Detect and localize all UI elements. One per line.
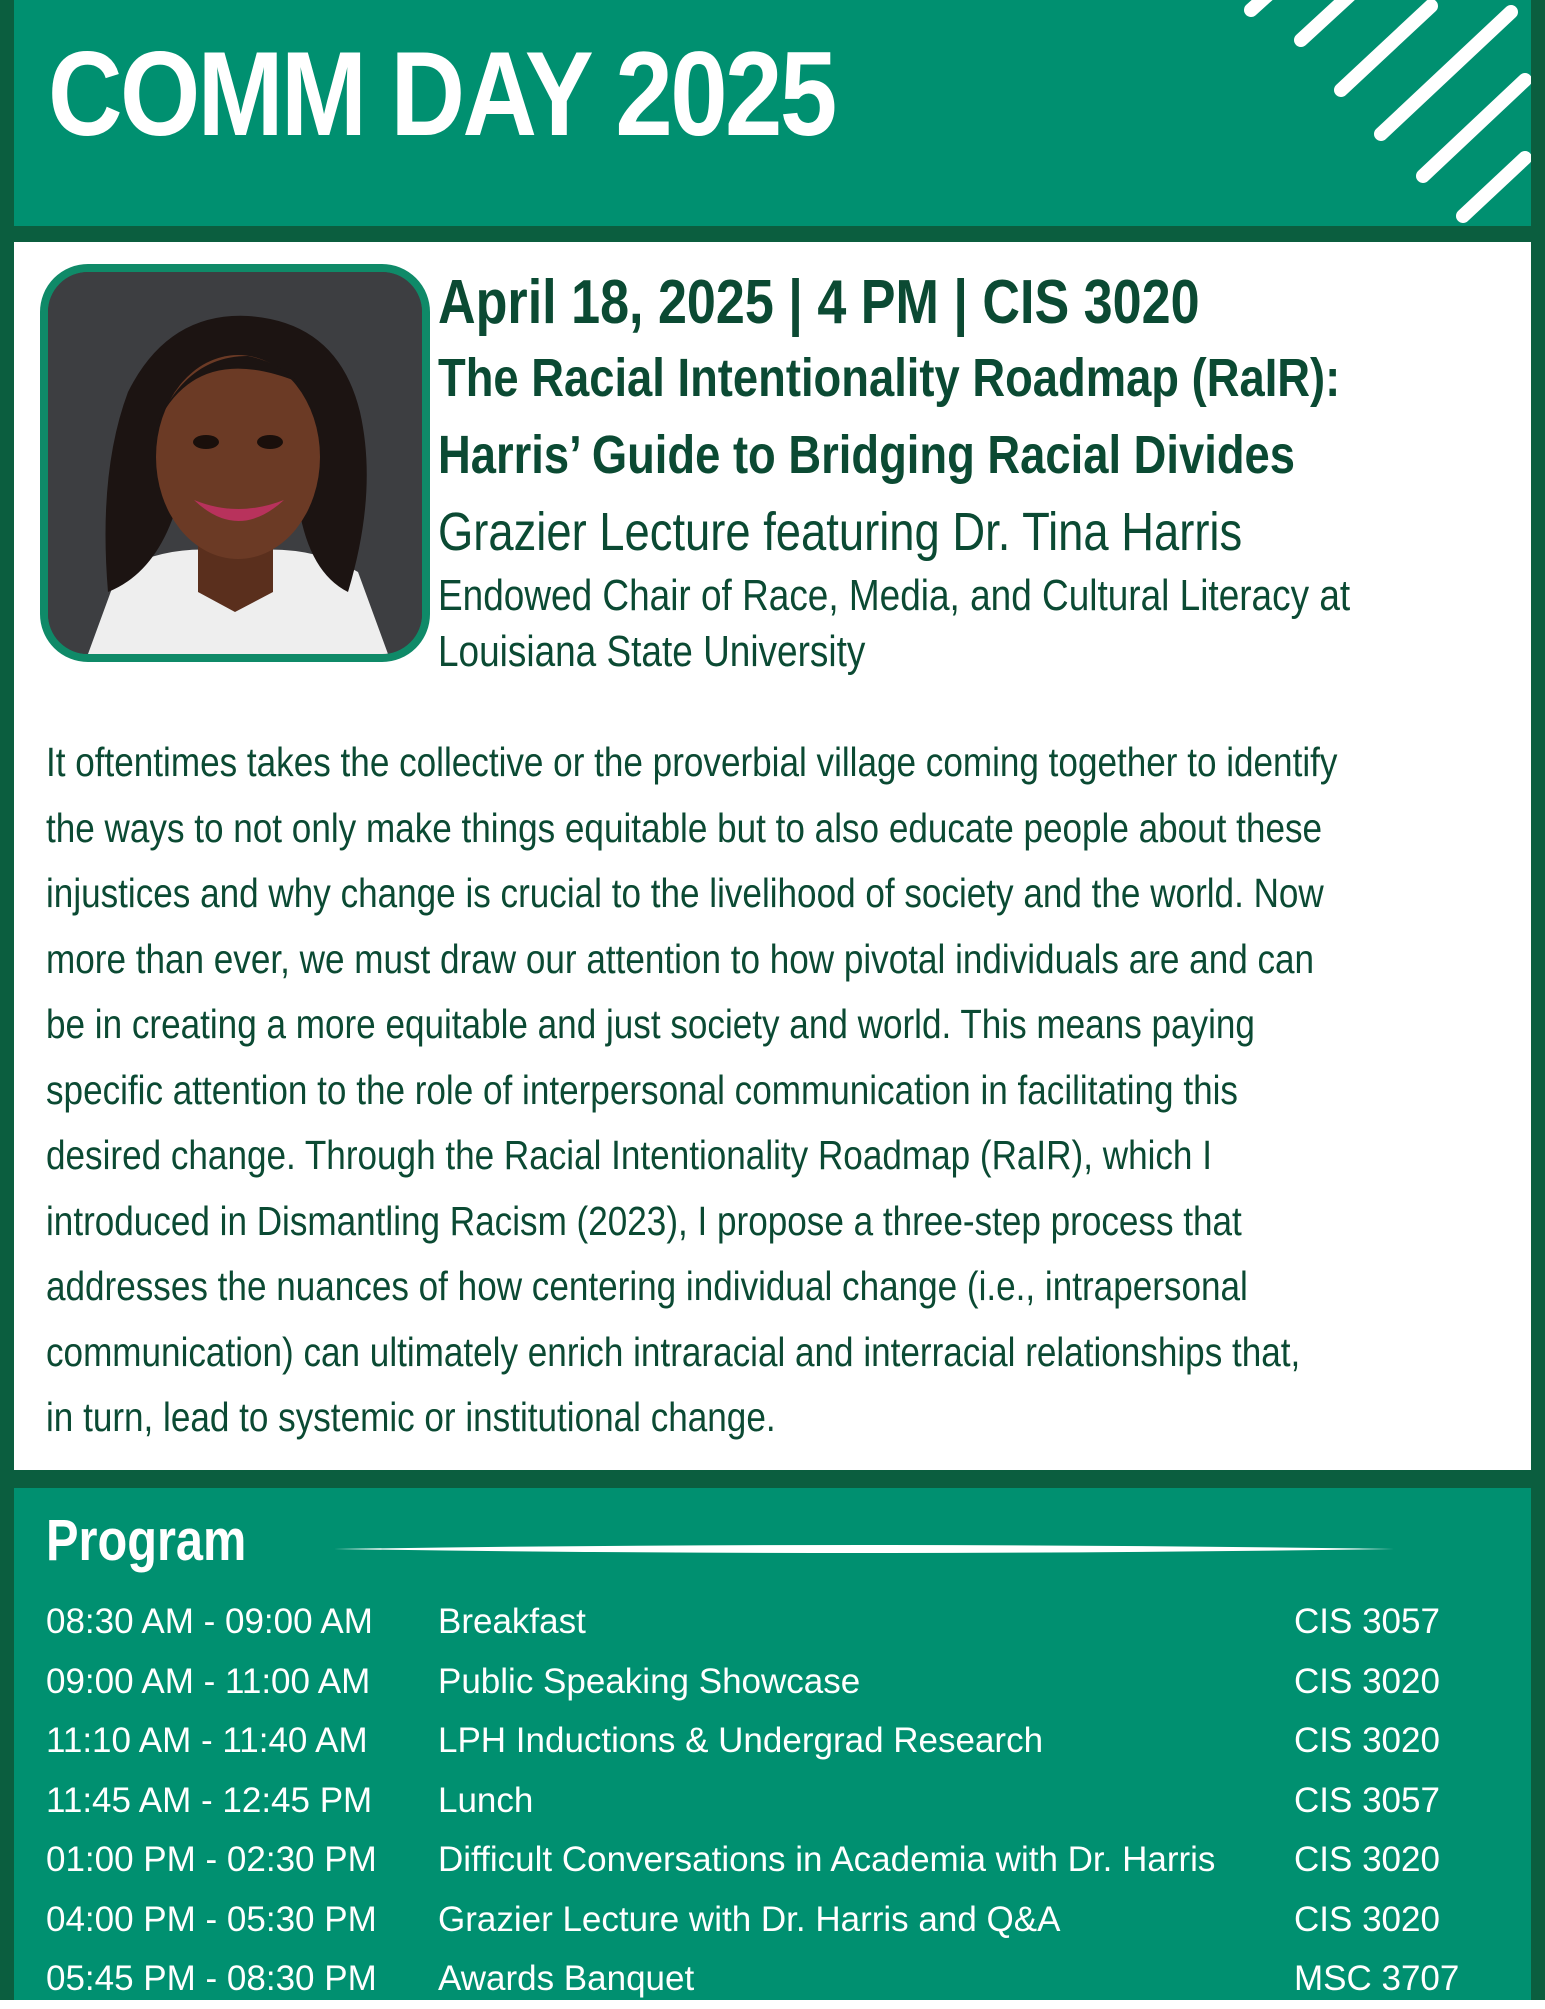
schedule-time: 05:45 PM - 08:30 PM bbox=[46, 1959, 377, 1998]
schedule-row bbox=[46, 1592, 1526, 1652]
abstract-line: be in creating a more equitable and just society and world. This means paying bbox=[46, 1001, 1255, 1047]
abstract-line: communication) can ultimately enrich intraracial and interracial relationships that, bbox=[46, 1328, 1301, 1375]
schedule-event: Grazier Lecture with Dr. Harris and Q&A bbox=[438, 1899, 1061, 1939]
schedule-event: Breakfast bbox=[438, 1602, 586, 1641]
speaker-portrait-icon bbox=[48, 272, 422, 654]
schedule-room: CIS 3020 bbox=[1294, 1721, 1440, 1760]
schedule-row bbox=[46, 1652, 1526, 1712]
abstract-line: introduced in Dismantling Racism (2023), I propose a three-step process that bbox=[46, 1197, 1242, 1244]
schedule-time: 08:30 AM - 09:00 AM bbox=[46, 1602, 373, 1641]
abstract-line: specific attention to the role of interpersonal communication in facilitating this bbox=[46, 1066, 1238, 1113]
schedule-room: CIS 3020 bbox=[1294, 1899, 1440, 1939]
talk-title-line-2: Harris’ Guide to Bridging Racial Divides bbox=[438, 425, 1296, 485]
abstract-line: the ways to not only make things equitable but to also educate people about these bbox=[46, 804, 1323, 851]
schedule-row bbox=[46, 1771, 1526, 1831]
schedule-room: MSC 3707 bbox=[1294, 1959, 1460, 1998]
speaker-title-line-1: Endowed Chair of Race, Media, and Cultural Literacy at bbox=[438, 571, 1351, 620]
schedule-time: 04:00 PM - 05:30 PM bbox=[46, 1899, 377, 1939]
page-title: COMM DAY 2025 bbox=[48, 27, 835, 161]
schedule-event: Public Speaking Showcase bbox=[438, 1661, 861, 1701]
abstract-line: in turn, lead to systemic or institutional change. bbox=[46, 1394, 776, 1440]
schedule-event: LPH Inductions & Undergrad Research bbox=[438, 1721, 1044, 1760]
talk-title-line-1: The Racial Intentionality Roadmap (RaIR): bbox=[438, 348, 1341, 408]
schedule-event: Awards Banquet bbox=[438, 1959, 695, 1998]
schedule-room: CIS 3020 bbox=[1294, 1840, 1440, 1879]
event-date-time-location: April 18, 2025 | 4 PM | CIS 3020 bbox=[438, 268, 1200, 337]
diagonal-stripes-decoration bbox=[1191, 0, 1531, 226]
schedule-time: 11:10 AM - 11:40 AM bbox=[46, 1721, 368, 1760]
program-heading-rule bbox=[334, 1542, 1394, 1556]
schedule-room: CIS 3020 bbox=[1294, 1661, 1440, 1701]
schedule-event: Lunch bbox=[438, 1780, 534, 1820]
header-banner bbox=[14, 0, 1531, 242]
speaker-title-line-2: Louisiana State University bbox=[438, 627, 866, 676]
lecture-speaker: Grazier Lecture featuring Dr. Tina Harris bbox=[438, 502, 1243, 562]
program-section bbox=[14, 1470, 1531, 2000]
schedule-row bbox=[46, 1830, 1526, 1890]
speaker-photo bbox=[40, 264, 430, 662]
schedule-room: CIS 3057 bbox=[1294, 1780, 1440, 1820]
lecture-abstract bbox=[46, 730, 1526, 1451]
schedule-time: 11:45 AM - 12:45 PM bbox=[46, 1780, 373, 1820]
abstract-line: addresses the nuances of how centering individual change (i.e., intrapersonal bbox=[46, 1263, 1248, 1309]
program-schedule bbox=[46, 1592, 1526, 2009]
schedule-room: CIS 3057 bbox=[1294, 1602, 1440, 1641]
schedule-time: 01:00 PM - 02:30 PM bbox=[46, 1840, 377, 1879]
schedule-row bbox=[46, 1890, 1526, 1950]
abstract-line: It oftentimes takes the collective or the proverbial village coming together to identify bbox=[46, 739, 1338, 785]
event-info bbox=[438, 268, 1518, 680]
schedule-time: 09:00 AM - 11:00 AM bbox=[46, 1661, 371, 1701]
program-heading: Program bbox=[46, 1508, 247, 1573]
abstract-line: injustices and why change is crucial to the livelihood of society and the world. Now bbox=[46, 870, 1324, 916]
schedule-event: Difficult Conversations in Academia with Dr. Harris bbox=[438, 1840, 1216, 1879]
abstract-line: more than ever, we must draw our attention to how pivotal individuals are and can bbox=[46, 935, 1315, 982]
abstract-line: desired change. Through the Racial Intentionality Roadmap (RaIR), which I bbox=[46, 1132, 1212, 1178]
schedule-row bbox=[46, 1711, 1526, 1771]
